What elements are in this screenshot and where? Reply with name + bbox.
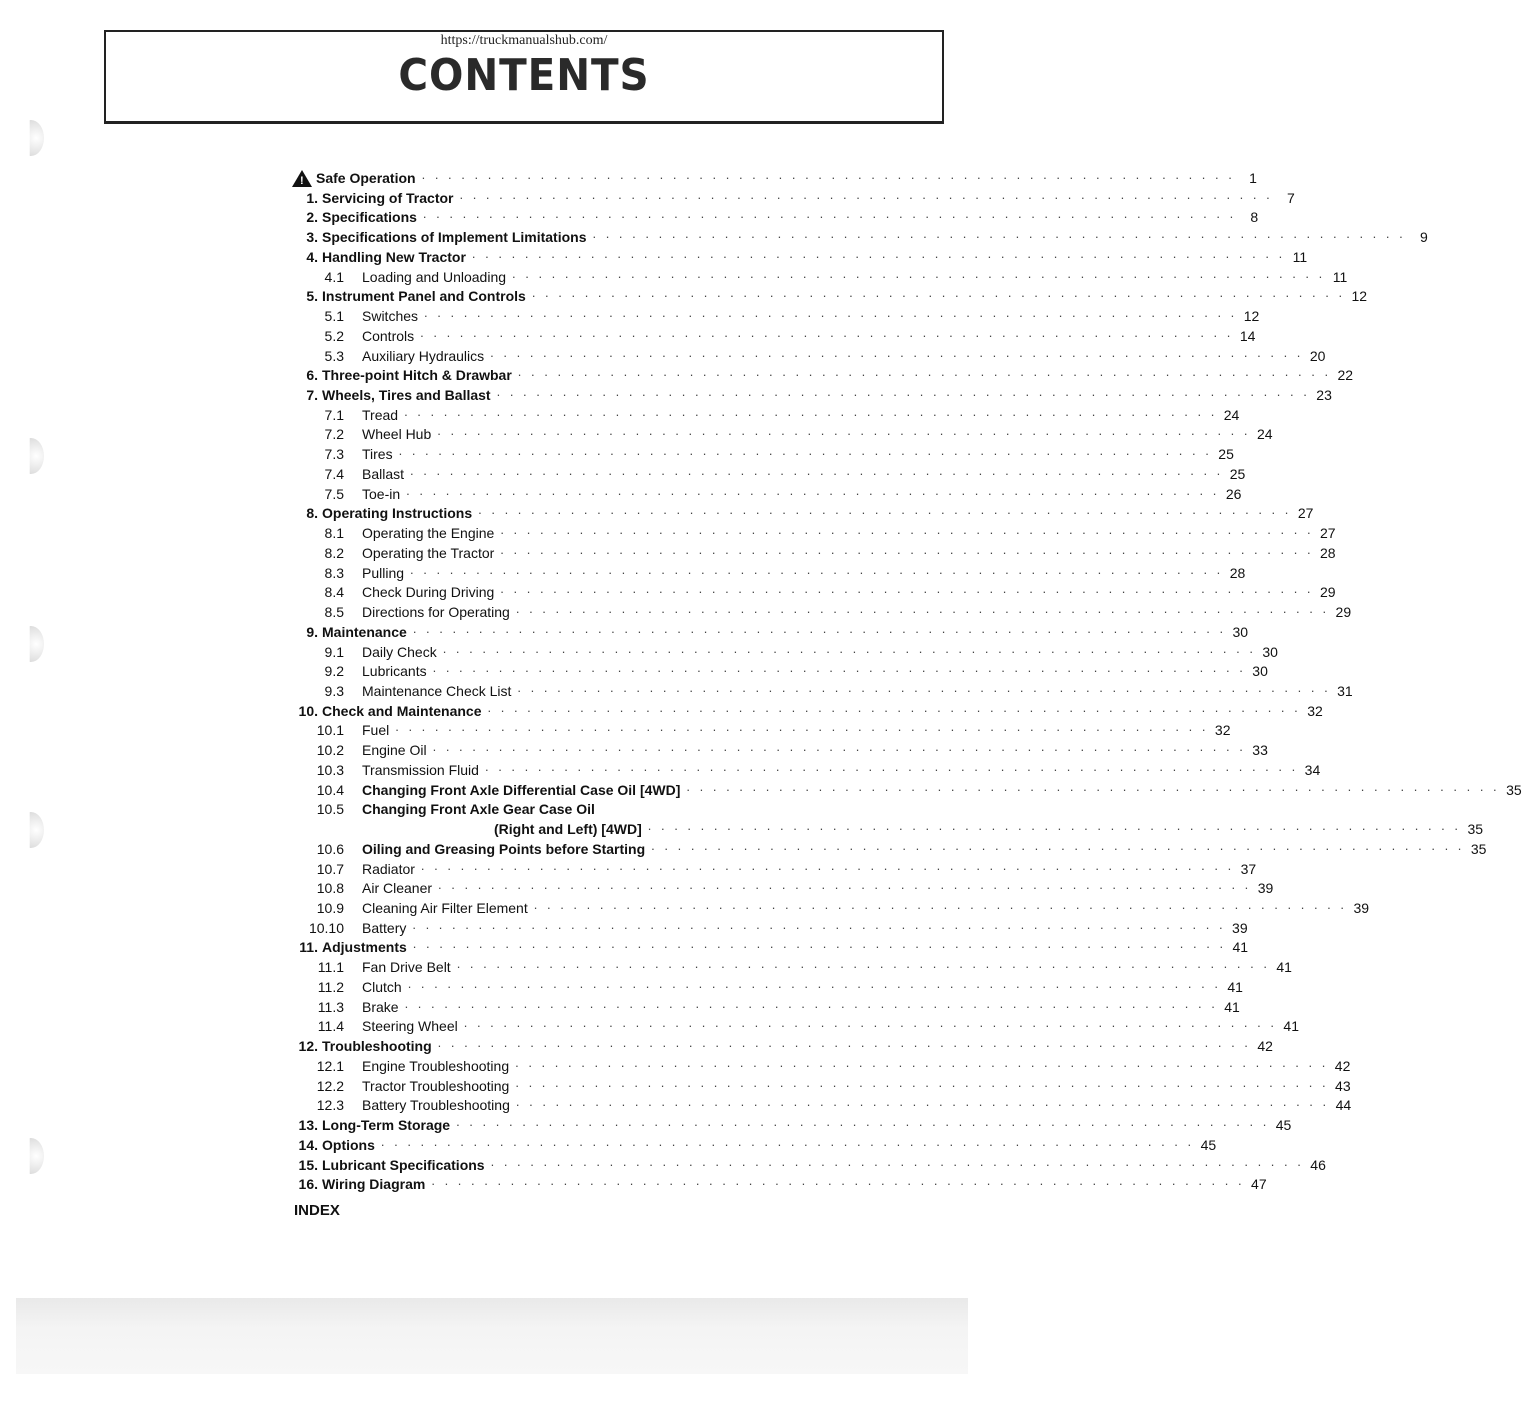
toc-entry-title: Long-Term Storage	[322, 1117, 451, 1134]
toc-entry-title: Tractor Troubleshooting	[362, 1077, 510, 1094]
toc-entry	[292, 1113, 1292, 1134]
toc-entry	[292, 363, 1354, 384]
toc-entry-page: 22	[1337, 367, 1354, 384]
toc-entry	[292, 324, 1256, 344]
dot-leader: . . . . . . . . . . . . . . . . . . . . . . . . . . . . . . . . . . . . . . . . . . . . . . . . . . . . . . . . . . . . . .	[471, 245, 1286, 261]
dot-leader: . . . . . . . . . . . . . . . . . . . . . . . . . . . . . . . . . . . . . . . . . . . . . . . . . . . . . . . . . . . . . .	[515, 1094, 1330, 1110]
toc-entry-title: Lubricant Specifications	[322, 1156, 485, 1173]
dot-leader: . . . . . . . . . . . . . . . . . . . . . . . . . . . . . . . . . . . . . . . . . . . . . . . . . . . . . . . . . . . . . .	[651, 837, 1465, 853]
toc-entry	[292, 245, 1308, 265]
toc-entry-page: 20	[1309, 347, 1326, 364]
toc-entry-title: Engine Troubleshooting	[362, 1057, 510, 1074]
dot-leader: . . . . . . . . . . . . . . . . . . . . . . . . . . . . . . . . . . . . . . . . . . . . . . . . . . . . . . . . . . . . . .	[404, 995, 1218, 1011]
toc-entry-page: 11	[1332, 268, 1348, 285]
dot-leader: . . . . . . . . . . . . . . . . . . . . . . . . . . . . . . . . . . . . . . . . . . . . . . . . . . . . . . . . . . . . . .	[398, 443, 1212, 459]
dot-leader: . . . . . . . . . . . . . . . . . . . . . . . . . . . . . . . . . . . . . . . . . . . . . . . . . . . . . . . . . . . . . .	[442, 640, 1256, 656]
toc-entry-title: Fan Drive Belt	[362, 959, 451, 976]
toc-entry	[292, 876, 1274, 897]
dot-leader: . . . . . . . . . . . . . . . . . . . . . . . . . . . . . . . . . . . . . . . . . . . . . . . . . . . . . . . . . . . . . .	[410, 462, 1224, 478]
toc-entry-page: 44	[1335, 1097, 1352, 1114]
dot-leader: . . . . . . . . . . . . . . . . . . . . . . . . . . . . . . . . . . . . . . . . . . . . . . . . . . . . . . . . . . . . . .	[404, 403, 1218, 419]
dot-leader: . . . . . . . . . . . . . . . . . . . . . . . . . . . . . . . . . . . . . . . . . . . . . . . . . . . . . . . . . . . . . .	[421, 167, 1235, 182]
toc-entry-title: Specifications of Implement Limitations	[322, 229, 587, 246]
toc-entry	[292, 718, 1231, 739]
punch-hole	[18, 812, 44, 848]
toc-entry-title: Options	[322, 1136, 375, 1153]
dot-leader: . . . . . . . . . . . . . . . . . . . . . . . . . . . . . . . . . . . . . . . . . . . . . . . . . . . . . . . . . . . . . .	[517, 679, 1331, 695]
toc-entry-page: 1	[1249, 170, 1257, 186]
toc-entry-number: 7.	[306, 387, 318, 404]
toc-entry-page: 35	[1506, 781, 1522, 798]
toc-entry-page: 24	[1223, 406, 1240, 423]
toc-entry-page: 12	[1351, 288, 1368, 305]
toc-entry-page: 46	[1310, 1156, 1326, 1173]
toc-entry	[292, 403, 1240, 423]
dot-leader: . . . . . . . . . . . . . . . . . . . . . . . . . . . . . . . . . . . . . . . . . . . . . . . . . . . . . . . . . . . . . .	[407, 975, 1221, 991]
toc-entry-page: 41	[1232, 939, 1249, 956]
toc-entry-title: (Right and Left) [4WD]	[494, 821, 642, 838]
toc-entry-number: 1.	[306, 189, 318, 206]
toc-entry-number: 5.3	[324, 347, 344, 364]
toc-entry-number: 9.1	[324, 643, 344, 660]
scan-shadow	[16, 1298, 968, 1374]
toc-entry-title: Daily Check	[362, 643, 437, 660]
toc-entry-number: 5.2	[324, 327, 344, 344]
dot-leader: . . . . . . . . . . . . . . . . . . . . . . . . . . . . . . . . . . . . . . . . . . . . . . . . . . . . . . . . . . . . . .	[478, 502, 1292, 518]
warning-triangle-icon: !	[292, 170, 312, 187]
toc-entry	[292, 462, 1246, 482]
dot-leader: . . . . . . . . . . . . . . . . . . . . . . . . . . . . . . . . . . . . . . . . . . . . . . . . . . . . . . . . . . . . . .	[437, 1035, 1251, 1051]
toc-entry	[292, 304, 1260, 325]
toc-entry-number: 10.5	[316, 801, 344, 818]
toc-entry	[292, 1014, 1299, 1035]
toc-entry-number: 12.3	[316, 1097, 344, 1114]
toc-entry	[292, 797, 744, 817]
toc-entry	[292, 620, 1249, 640]
dot-leader: . . . . . . . . . . . . . . . . . . . . . . . . . . . . . . . . . . . . . . . . . . . . . . . . . . . . . . . . . . . . . .	[380, 1133, 1195, 1149]
toc-entry-number: 6.	[306, 367, 318, 384]
toc-entry	[292, 896, 1370, 916]
dot-leader: . . . . . . . . . . . . . . . . . . . . . . . . . . . . . . . . . . . . . . . . . . . . . . . . . . . . . . . . . . . . . .	[410, 561, 1224, 577]
dot-leader: . . . . . . . . . . . . . . . . . . . . . . . . . . . . . . . . . . . . . . . . . . . . . . . . . . . . . . . . . . . . . .	[459, 186, 1273, 202]
toc-entry-number: 8.4	[324, 584, 344, 601]
toc-entry-number: 9.2	[324, 663, 344, 680]
toc-entry-page: 7	[1286, 189, 1295, 206]
toc-entry-title: Operating the Tractor	[362, 544, 495, 561]
toc-entry-page: 27	[1320, 525, 1336, 542]
dot-leader: . . . . . . . . . . . . . . . . . . . . . . . . . . . . . . . . . . . . . . . . . . . . . . . . . . . . . . . . . . . . . .	[438, 877, 1252, 893]
toc-entry-number: 11.4	[317, 1018, 344, 1035]
toc-entry	[292, 541, 1336, 561]
dot-leader: . . . . . . . . . . . . . . . . . . . . . . . . . . . . . . . . . . . . . . . . . . . . . . . . . . . . . . . . . . . . . .	[490, 1153, 1304, 1169]
toc-entry-title: Tires	[362, 446, 393, 463]
dot-leader: . . . . . . . . . . . . . . . . . . . . . . . . . . . . . . . . . . . . . . . . . . . . . . . . . . . . . . . . . . . . . .	[686, 778, 1500, 794]
source-url: https://truckmanualshub.com/	[440, 33, 608, 48]
toc-entry-number: 14.	[298, 1136, 318, 1153]
dot-leader: . . . . . . . . . . . . . . . . . . . . . . . . . . . . . . . . . . . . . . . . . . . . . . . . . . . . . . . . . . . . . .	[515, 1054, 1329, 1070]
toc-entry-title: Wiring Diagram	[322, 1176, 426, 1193]
toc-entry-title: Servicing of Tractor	[322, 189, 454, 206]
dot-leader: . . . . . . . . . . . . . . . . . . . . . . . . . . . . . . . . . . . . . . . . . . . . . . . . . . . . . . . . . . . . . .	[533, 897, 1348, 912]
toc-entry	[292, 738, 1268, 759]
toc-entry	[292, 265, 1348, 285]
toc-entry-page: 31	[1337, 682, 1353, 699]
toc-entry-page: 41	[1227, 978, 1243, 995]
toc-entry-title: Maintenance Check List	[362, 682, 512, 699]
toc-entry	[292, 561, 1246, 581]
toc-entry-number: 8.3	[324, 564, 344, 581]
toc-entry-page: 43	[1335, 1077, 1351, 1094]
toc-entry-number: 10.8	[316, 880, 344, 897]
toc-entry-title: Changing Front Axle Gear Case Oil	[362, 801, 595, 818]
toc-entry-page: 41	[1224, 998, 1240, 1015]
toc-entry-title: Pulling	[362, 564, 405, 581]
toc-entry-title: Air Cleaner	[362, 880, 433, 897]
toc-entry-page: 39	[1257, 880, 1274, 897]
toc-entry-number: 7.5	[324, 485, 344, 502]
punch-hole	[18, 120, 44, 156]
toc-entry-page: 33	[1252, 742, 1268, 759]
toc-entry-number: 10.4	[316, 781, 344, 798]
toc-entry-title: Steering Wheel	[362, 1018, 458, 1035]
dot-leader: . . . . . . . . . . . . . . . . . . . . . . . . . . . . . . . . . . . . . . . . . . . . . . . . . . . . . . . . . . . . . .	[515, 601, 1330, 617]
toc-entry	[292, 1133, 1217, 1153]
toc-entry-page: 9	[1419, 229, 1428, 246]
toc-entry	[292, 284, 1368, 305]
toc-entry-page: 8	[1250, 209, 1259, 226]
dot-leader: . . . . . . . . . . . . . . . . . . . . . . . . . . . . . . . . . . . . . . . . . . . . . . . . . . . . . . . . . . . . . .	[496, 384, 1310, 400]
toc-entry	[292, 659, 1268, 680]
toc-entry-title: Clutch	[362, 978, 402, 995]
dot-leader: . . . . . . . . . . . . . . . . . . . . . . . . . . . . . . . . . . . . . . . . . . . . . . . . . . . . . . . . . . . . . .	[432, 739, 1246, 755]
toc-entry-number: 11.1	[317, 959, 344, 976]
toc-entry-page: 23	[1316, 387, 1332, 404]
toc-entry	[292, 995, 1240, 1015]
toc-entry-number: 9.3	[324, 682, 344, 699]
dot-leader: . . . . . . . . . . . . . . . . . . . . . . . . . . . . . . . . . . . . . . . . . . . . . . . . . . . . . . . . . . . . . .	[437, 423, 1251, 439]
dot-leader: . . . . . . . . . . . . . . . . . . . . . . . . . . . . . . . . . . . . . . . . . . . . . . . . . . . . . . . . . . . . . .	[512, 265, 1326, 281]
toc-entry-page: 35	[1467, 821, 1484, 838]
toc-entry	[292, 383, 1332, 404]
toc-entry-number: 13.	[298, 1117, 318, 1134]
toc-entry-page: 39	[1232, 919, 1248, 936]
toc-entry-page: 45	[1275, 1117, 1292, 1134]
page-title: CONTENTS	[398, 50, 650, 101]
dot-leader: . . . . . . . . . . . . . . . . . . . . . . . . . . . . . . . . . . . . . . . . . . . . . . . . . . . . . . . . . . . . . .	[432, 660, 1246, 676]
toc-entry-number: 8.5	[324, 604, 344, 621]
toc-entry-page: 35	[1470, 840, 1487, 857]
toc-entry-title: Wheels, Tires and Ballast	[322, 387, 491, 404]
toc-entry-title: Directions for Operating	[362, 604, 510, 621]
toc-entry	[292, 640, 1278, 660]
toc-entry-page: 45	[1200, 1136, 1217, 1153]
dot-leader: . . . . . . . . . . . . . . . . . . . . . . . . . . . . . . . . . . . . . . . . . . . . . . . . . . . . . . . . . . . . . .	[420, 857, 1235, 873]
toc-entry-number: 4.1	[324, 268, 344, 285]
toc-entry-page: 32	[1214, 722, 1231, 739]
toc-entry-page: 41	[1276, 959, 1292, 976]
toc-entry-number: 10.3	[316, 761, 344, 778]
toc-entry-number: 15.	[298, 1156, 318, 1173]
toc-entry-number: 8.1	[324, 525, 344, 542]
toc-entry-number: 9.	[306, 623, 318, 640]
dot-leader: . . . . . . . . . . . . . . . . . . . . . . . . . . . . . . . . . . . . . . . . . . . . . . . . . . . . . . . . . . . . . .	[500, 581, 1314, 597]
toc-entry-page: 24	[1256, 426, 1273, 443]
punch-hole	[18, 626, 44, 662]
toc-entry	[292, 166, 1257, 187]
toc-entry-page: 42	[1334, 1057, 1351, 1074]
toc-entry-page: 11	[1292, 248, 1308, 265]
toc-entry-title: Toe-in	[362, 485, 401, 502]
toc-entry-page: 47	[1251, 1176, 1267, 1193]
toc-entry-number: 10.10	[308, 919, 344, 936]
toc-entry-title: Check During Driving	[362, 584, 495, 601]
toc-entry-title: Switches	[362, 308, 419, 325]
toc-entry	[292, 679, 1353, 699]
dot-leader: . . . . . . . . . . . . . . . . . . . . . . . . . . . . . . . . . . . . . . . . . . . . . . . . . . . . . . . . . . . . . .	[456, 1114, 1270, 1130]
dot-leader: . . . . . . . . . . . . . . . . . . . . . . . . . . . . . . . . . . . . . . . . . . . . . . . . . . . . . . . . . . . . . .	[412, 916, 1226, 932]
toc-entry	[292, 344, 1326, 364]
toc-entry-page: 32	[1307, 702, 1323, 719]
toc-entry-page: 30	[1252, 663, 1268, 680]
toc-entry-title: Controls	[362, 327, 415, 344]
toc-entry-number: 10.7	[316, 860, 344, 877]
toc-entry-title: Safe Operation	[316, 170, 416, 186]
toc-entry-number: 8.	[306, 505, 318, 522]
toc-entry	[292, 580, 1336, 601]
toc-entry	[292, 521, 1336, 542]
toc-entry	[292, 186, 1295, 206]
toc-entry	[292, 916, 1248, 936]
toc-entry-page: 25	[1229, 465, 1246, 482]
dot-leader: . . . . . . . . . . . . . . . . . . . . . . . . . . . . . . . . . . . . . . . . . . . . . . . . . . . . . . . . . . . . . .	[456, 956, 1270, 972]
toc-entry	[292, 1034, 1273, 1055]
toc-entry	[292, 1153, 1326, 1173]
index-label: INDEX	[294, 1202, 340, 1219]
toc-entry	[292, 1172, 1267, 1193]
toc-entry-page: 12	[1243, 308, 1260, 325]
toc-entry-title: Transmission Fluid	[362, 761, 479, 778]
toc-entry-title: Fuel	[362, 722, 390, 739]
dot-leader: . . . . . . . . . . . . . . . . . . . . . . . . . . . . . . . . . . . . . . . . . . . . . . . . . . . . . . . . . . . . . .	[406, 482, 1220, 498]
toc-entry-number: 11.2	[317, 978, 344, 995]
toc-entry-title: Three-point Hitch & Drawbar	[322, 367, 512, 384]
toc-entry	[292, 600, 1352, 621]
dot-leader: . . . . . . . . . . . . . . . . . . . . . . . . . . . . . . . . . . . . . . . . . . . . . . . . . . . . . . . . . . . . . .	[420, 324, 1234, 340]
toc-entry-title: Wheel Hub	[362, 426, 432, 443]
toc-entry-title: Loading and Unloading	[362, 268, 507, 285]
toc-entry-page: 39	[1353, 900, 1370, 916]
toc-entry	[292, 482, 1242, 502]
dot-leader: . . . . . . . . . . . . . . . . . . . . . . . . . . . . . . . . . . . . . . . . . . . . . . . . . . . . . . . . . . . . . .	[412, 620, 1227, 636]
toc-entry-page: 28	[1229, 564, 1246, 581]
toc-entry	[292, 205, 1259, 226]
toc-entry-number: 16.	[298, 1176, 318, 1193]
toc-entry-title: Oiling and Greasing Points before Starting	[362, 840, 646, 857]
toc-entry-page: 37	[1240, 860, 1257, 877]
toc-entry-page: 14	[1239, 327, 1256, 344]
toc-entry-title: Handling New Tractor	[322, 248, 466, 265]
toc-entry-number: 11.3	[317, 998, 344, 1015]
toc-entry-title: Instrument Panel and Controls	[322, 288, 526, 305]
dot-leader: . . . . . . . . . . . . . . . . . . . . . . . . . . . . . . . . . . . . . . . . . . . . . . . . . . . . . . . . . . . . . .	[395, 719, 1209, 735]
toc-entry-page: 29	[1335, 604, 1352, 621]
toc-entry-title: Troubleshooting	[322, 1038, 432, 1055]
toc-entry-number: 12.1	[316, 1057, 344, 1074]
toc-entry-number: 7.2	[324, 426, 344, 443]
toc-entry-number: 7.1	[324, 406, 344, 423]
dot-leader: . . . . . . . . . . . . . . . . . . . . . . . . . . . . . . . . . . . . . . . . . . . . . . . . . . . . . . . . . . . . . .	[431, 1173, 1245, 1189]
toc-entry-title: Battery	[362, 919, 407, 936]
toc-entry-number: 10.9	[316, 900, 344, 916]
toc-entry-title: Ballast	[362, 465, 405, 482]
toc-entry-number: 5.1	[324, 308, 344, 325]
toc-entry-number: 12.	[298, 1038, 318, 1055]
toc-entry-page: 26	[1225, 485, 1242, 502]
toc-entry	[292, 422, 1273, 443]
toc-entry-number: 3.	[306, 229, 318, 246]
toc-entry-number: 8.2	[324, 544, 344, 561]
toc-entry	[292, 1093, 1352, 1114]
toc-entry-number: 7.4	[324, 465, 344, 482]
punch-hole	[18, 1138, 44, 1174]
toc-entry-page: 30	[1262, 643, 1278, 660]
toc-entry-title: Operating the Engine	[362, 525, 495, 542]
dot-leader: . . . . . . . . . . . . . . . . . . . . . . . . . . . . . . . . . . . . . . . . . . . . . . . . . . . . . . . . . . . . . .	[592, 226, 1406, 242]
dot-leader: . . . . . . . . . . . . . . . . . . . . . . . . . . . . . . . . . . . . . . . . . . . . . . . . . . . . . . . . . . . . . .	[412, 936, 1227, 952]
toc-entry-number: 10.2	[316, 742, 344, 759]
toc-entry-title: Battery Troubleshooting	[362, 1097, 510, 1114]
toc-entry-page: 34	[1304, 761, 1321, 778]
dot-leader: . . . . . . . . . . . . . . . . . . . . . . . . . . . . . . . . . . . . . . . . . . . . . . . . . . . . . . . . . . . . . .	[424, 305, 1238, 321]
toc-entry-number: 10.1	[316, 722, 344, 739]
toc-entry-number: 10.	[298, 702, 318, 719]
toc-entry-title: Adjustments	[322, 939, 407, 956]
toc-entry-number: 10.6	[316, 840, 344, 857]
toc-entry-title: Auxiliary Hydraulics	[362, 347, 485, 364]
toc-entry	[494, 817, 1484, 838]
toc-entry-title: Tread	[362, 406, 399, 423]
toc-entry	[292, 975, 1243, 995]
dot-leader: . . . . . . . . . . . . . . . . . . . . . . . . . . . . . . . . . . . . . . . . . . . . . . . . . . . . . . . . . . . . . .	[531, 285, 1346, 301]
toc-entry-title: Check and Maintenance	[322, 702, 482, 719]
dot-leader: . . . . . . . . . . . . . . . . . . . . . . . . . . . . . . . . . . . . . . . . . . . . . . . . . . . . . . . . . . . . . .	[490, 344, 1304, 360]
dot-leader: . . . . . . . . . . . . . . . . . . . . . . . . . . . . . . . . . . . . . . . . . . . . . . . . . . . . . . . . . . . . . .	[422, 206, 1237, 222]
toc-entry-page: 27	[1297, 505, 1314, 522]
toc-entry-title: Changing Front Axle Differential Case Oil [4WD]	[362, 781, 681, 798]
dot-leader: . . . . . . . . . . . . . . . . . . . . . . . . . . . . . . . . . . . . . . . . . . . . . . . . . . . . . . . . . . . . . .	[484, 758, 1299, 774]
toc-entry	[292, 857, 1257, 877]
toc-entry	[292, 955, 1292, 976]
dot-leader: . . . . . . . . . . . . . . . . . . . . . . . . . . . . . . . . . . . . . . . . . . . . . . . . . . . . . . . . . . . . . .	[487, 699, 1301, 715]
dot-leader: . . . . . . . . . . . . . . . . . . . . . . . . . . . . . . . . . . . . . . . . . . . . . . . . . . . . . . . . . . . . . .	[647, 818, 1462, 834]
dot-leader: . . . . . . . . . . . . . . . . . . . . . . . . . . . . . . . . . . . . . . . . . . . . . . . . . . . . . . . . . . . . . .	[515, 1074, 1329, 1090]
toc-entry-number: 12.2	[316, 1077, 344, 1094]
toc-entry-number: 2.	[306, 209, 318, 226]
dot-leader: . . . . . . . . . . . . . . . . . . . . . . . . . . . . . . . . . . . . . . . . . . . . . . . . . . . . . . . . . . . . . .	[500, 541, 1314, 557]
toc-entry-title: Radiator	[362, 860, 415, 877]
toc-entry	[292, 837, 1487, 857]
dot-leader: . . . . . . . . . . . . . . . . . . . . . . . . . . . . . . . . . . . . . . . . . . . . . . . . . . . . . . . . . . . . . .	[517, 364, 1332, 380]
toc-entry	[292, 1074, 1351, 1094]
toc-entry	[292, 935, 1249, 956]
toc-entry-page: 30	[1232, 623, 1249, 640]
toc-entry-title: Operating Instructions	[322, 505, 473, 522]
toc-entry	[292, 501, 1314, 522]
toc-entry-page: 25	[1218, 446, 1234, 463]
toc-entry	[292, 442, 1234, 463]
toc-entry	[292, 699, 1323, 719]
toc-entry-page: 29	[1319, 584, 1336, 601]
toc-entry-page: 42	[1257, 1038, 1273, 1055]
toc-entry-number: 4.	[306, 248, 318, 265]
toc-entry	[292, 1054, 1351, 1074]
toc-entry-title: Lubricants	[362, 663, 427, 680]
toc-entry-number: 11.	[299, 939, 318, 956]
toc-entry-title: Specifications	[322, 209, 417, 226]
toc-entry	[292, 778, 1522, 798]
toc-entry-title: Brake	[362, 998, 399, 1015]
toc-entry-title: Cleaning Air Filter Element	[362, 900, 528, 916]
toc-entry-title: Maintenance	[322, 623, 407, 640]
toc-entry-title: Engine Oil	[362, 742, 427, 759]
punch-hole	[18, 438, 44, 474]
toc-entry	[292, 225, 1428, 246]
toc-entry-page: 28	[1319, 544, 1336, 561]
title-box	[104, 30, 944, 124]
toc-entry-number: 7.3	[324, 446, 344, 463]
toc-entry-number: 5.	[306, 288, 318, 305]
dot-leader: . . . . . . . . . . . . . . . . . . . . . . . . . . . . . . . . . . . . . . . . . . . . . . . . . . . . . . . . . . . . . .	[500, 522, 1314, 538]
dot-leader: . . . . . . . . . . . . . . . . . . . . . . . . . . . . . . . . . . . . . . . . . . . . . . . . . . . . . . . . . . . . . .	[463, 1015, 1277, 1031]
toc-entry	[292, 758, 1321, 778]
toc-entry-page: 41	[1283, 1018, 1299, 1035]
